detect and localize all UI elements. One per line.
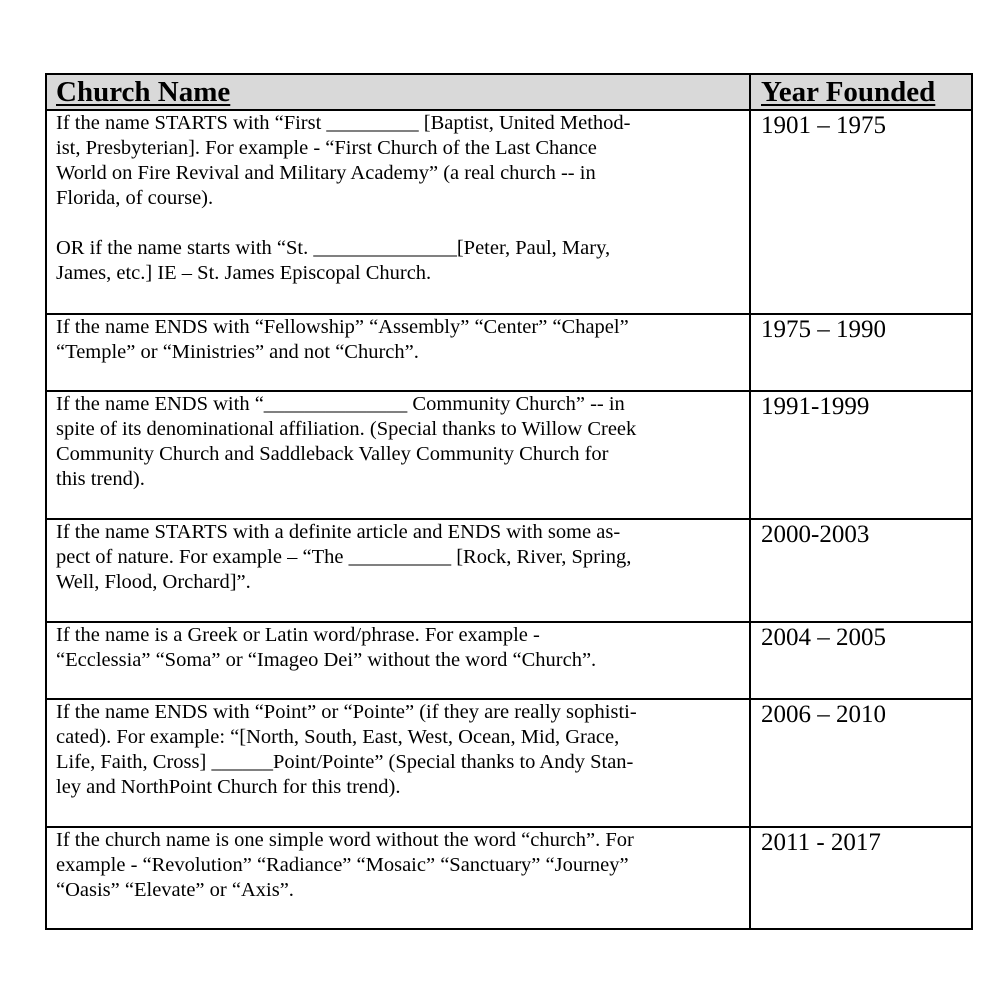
naming-rule-cell xyxy=(46,110,750,314)
naming-rule-cell xyxy=(46,391,750,519)
header-row xyxy=(46,74,972,110)
rule-text: If the name is a Greek or Latin word/phrase. For example - “Ecclessia” “Soma” or “Imageo Dei” without the word “Church”. xyxy=(56,624,597,671)
naming-rule-cell xyxy=(46,699,750,827)
year-range-cell: 1901 – 1975 xyxy=(750,110,972,314)
rule-text: If the name ENDS with “Fellowship” “Assembly” “Center” “Chapel” “Temple” or “Ministries” and not “Church”. xyxy=(56,316,629,363)
year-range-cell: 1975 – 1990 xyxy=(750,314,972,391)
rule-text: OR if the name starts with “St. ______________[Peter, Paul, Mary, James, etc.] IE – St. James Episcopal Church. xyxy=(56,237,611,284)
year-founded-header: Year Founded xyxy=(750,74,972,110)
year-range-cell: 2004 – 2005 xyxy=(750,622,972,699)
year-range-cell: 2006 – 2010 xyxy=(750,699,972,827)
rule-text: If the name ENDS with “______________ Community Church” -- in spite of its denominational affiliation. (Special thanks to Willow Creek Community Church and Saddleback Valley Community Church for this trend). xyxy=(56,393,637,490)
church-naming-table xyxy=(45,73,973,930)
year-range-cell: 1991-1999 xyxy=(750,391,972,519)
table-row xyxy=(46,519,972,622)
rule-text: If the name STARTS with “First _________ [Baptist, United Method- ist, Presbyterian]. For example - “First Church of the Last Chance World on Fire Revival and Military Academy” (a real church -- in Florida, of course). xyxy=(56,112,631,209)
naming-rule-cell xyxy=(46,827,750,929)
church-name-header: Church Name xyxy=(46,74,750,110)
table-row xyxy=(46,314,972,391)
year-range-cell: 2000-2003 xyxy=(750,519,972,622)
rule-text: If the name ENDS with “Point” or “Pointe” (if they are really sophisti- cated). For example: “[North, South, East, West, Ocean, Mid, Grace, Life, Faith, Cross] ______Point/Pointe” (Special thanks to Andy Stan- ley and NorthPoint Church for this trend). xyxy=(56,701,637,798)
rule-text: If the church name is one simple word without the word “church”. For example - “Revolution” “Radiance” “Mosaic” “Sanctuary” “Journey” “Oasis” “Elevate” or “Axis”. xyxy=(56,829,634,901)
naming-rule-cell xyxy=(46,519,750,622)
table-row xyxy=(46,827,972,929)
table-row xyxy=(46,391,972,519)
table-row xyxy=(46,622,972,699)
naming-rule-cell xyxy=(46,314,750,391)
table-row xyxy=(46,110,972,314)
year-range-cell: 2011 - 2017 xyxy=(750,827,972,929)
naming-rule-cell xyxy=(46,622,750,699)
rule-text: If the name STARTS with a definite article and ENDS with some as- pect of nature. For example – “The __________ [Rock, River, Spring, Well, Flood, Orchard]”. xyxy=(56,521,632,593)
table-row xyxy=(46,699,972,827)
